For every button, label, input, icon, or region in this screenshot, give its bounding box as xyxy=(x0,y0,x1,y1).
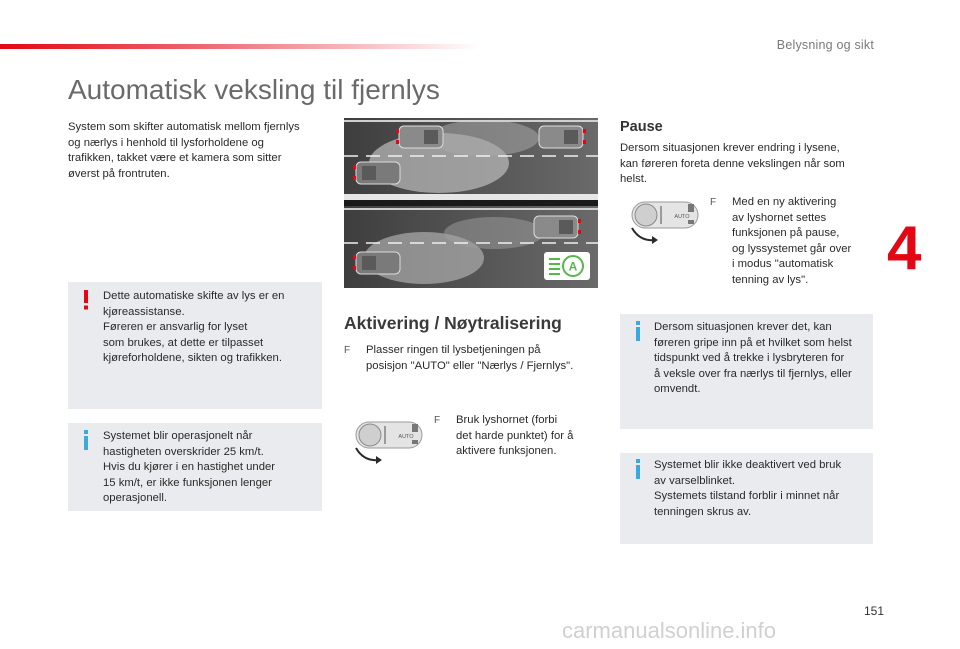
info-note-indicator-text xyxy=(654,458,841,520)
info-note-override-text xyxy=(654,320,852,398)
car-icon xyxy=(539,126,586,148)
auto-label: AUTO xyxy=(674,214,690,220)
info-line: hastigheten overskrider 25 km/t. xyxy=(103,445,264,458)
info-note-indicator xyxy=(620,453,873,544)
info-icon xyxy=(634,321,642,341)
info-line: omvendt. xyxy=(654,383,701,396)
pause-step-line: tenning av lys". xyxy=(732,273,809,286)
pause-step-line: i modus "automatisk xyxy=(732,258,834,271)
car-icon xyxy=(396,126,443,148)
info-line: operasjonell. xyxy=(103,492,168,505)
warning-note xyxy=(68,282,322,409)
info-line: Dersom situasjonen krever det, kan xyxy=(654,321,832,333)
info-line: tidspunkt ved å trekke i lysbryteren for xyxy=(654,352,845,365)
watermark: carmanualsonline.info xyxy=(562,618,777,643)
pause-step-line: Med en ny aktivering xyxy=(732,196,837,208)
warning-line: kjøreforholdene, sikten og trafikken. xyxy=(103,352,282,365)
auto-label: AUTO xyxy=(398,434,414,440)
car-icon xyxy=(353,162,400,184)
bullet-mark-icon: F xyxy=(434,415,441,426)
pause-step-line: og lyssystemet går over xyxy=(732,242,852,255)
warning-line: kjøreassistanse. xyxy=(103,305,185,318)
road-illustration xyxy=(344,118,598,288)
light-stalk-illustration xyxy=(350,418,426,466)
info-line: av varselblinket. xyxy=(654,474,735,487)
intro-paragraph xyxy=(68,120,300,182)
activation-step-2 xyxy=(434,413,594,463)
info-line: føreren gripe inn på et hvilket som helst xyxy=(654,336,852,349)
activation-heading: Aktivering / Nøytralisering xyxy=(344,313,562,333)
intro-line: trafikken, takket være et kamera som sitter xyxy=(68,152,282,165)
step-line: det harde punktet) for å xyxy=(456,429,574,442)
activation-step-1 xyxy=(344,343,594,377)
intro-line: og nærlys i henhold til lysforholdene og xyxy=(68,136,264,149)
pause-step xyxy=(710,195,870,291)
section-title: Belysning og sikt xyxy=(776,38,874,52)
info-note-speed xyxy=(68,423,322,511)
bullet-mark-icon: F xyxy=(344,345,351,356)
car-icon xyxy=(534,216,581,238)
info-icon xyxy=(634,459,642,479)
warning-line: Dette automatiske skifte av lys er en xyxy=(103,290,285,302)
pause-line: helst. xyxy=(620,173,648,186)
step-line: Bruk lyshornet (forbi xyxy=(456,414,558,426)
bullet-mark-icon: F xyxy=(710,197,717,208)
pause-line: kan føreren foreta denne vekslingen når som xyxy=(620,157,845,170)
pause-step-line: av lyshornet settes xyxy=(732,211,827,224)
pause-heading: Pause xyxy=(620,119,663,135)
pause-line: Dersom situasjonen krever endring i lysene, xyxy=(620,142,840,154)
info-line: Systemet blir ikke deaktivert ved bruk xyxy=(654,459,842,471)
header-accent-bar xyxy=(0,44,480,49)
car-icon xyxy=(353,252,400,274)
pause-paragraph xyxy=(620,141,845,188)
intro-line: System som skifter automatisk mellom fjernlys xyxy=(68,121,300,133)
pause-step-line: funksjonen på pause, xyxy=(732,227,840,240)
auto-high-beam-indicator-icon xyxy=(544,252,590,280)
warning-note-text xyxy=(103,289,284,367)
intro-line: øverst på frontruten. xyxy=(68,167,170,180)
info-line: Systemets tilstand forblir i minnet når xyxy=(654,490,840,503)
chapter-number: 4 xyxy=(887,214,922,283)
step-line: Plasser ringen til lysbetjeningen på xyxy=(366,344,541,356)
info-line: Systemet blir operasjonelt når xyxy=(103,430,253,442)
info-line: tenningen skrus av. xyxy=(654,505,752,518)
info-note-override xyxy=(620,314,873,429)
page-title: Automatisk veksling til fjernlys xyxy=(68,74,440,105)
warning-icon xyxy=(83,290,89,310)
indicator-letter: A xyxy=(568,259,578,274)
warning-line: som brukes, at dette er tilpasset xyxy=(103,336,264,349)
light-stalk-illustration xyxy=(626,198,702,246)
info-line: å veksle over fra nærlys til fjernlys, eller xyxy=(654,367,852,380)
info-icon xyxy=(82,430,90,450)
step-line: posisjon "AUTO" eller "Nærlys / Fjernlys". xyxy=(366,359,574,372)
page-number: 151 xyxy=(863,604,884,618)
info-note-speed-text xyxy=(103,429,275,507)
warning-line: Føreren er ansvarlig for lyset xyxy=(103,321,248,334)
info-line: Hvis du kjører i en hastighet under xyxy=(103,461,276,474)
step-line: aktivere funksjonen. xyxy=(456,445,557,458)
info-line: 15 km/t, er ikke funksjonen lenger xyxy=(103,476,272,489)
